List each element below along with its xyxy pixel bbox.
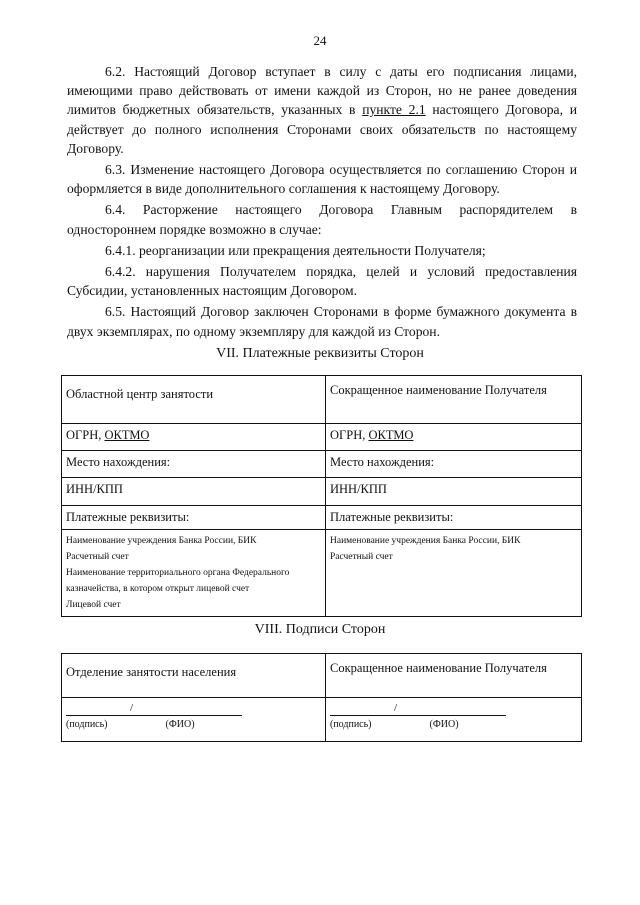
left-party-header: Областной центр занятости: [62, 376, 326, 424]
right-signer-header: Сокращенное наименование Получателя: [326, 654, 582, 698]
left-ogrn-oktmo: ОГРН, ОКТМО: [62, 424, 326, 451]
payment-details-table: [61, 375, 582, 617]
right-signature-line[interactable]: /: [330, 703, 506, 716]
page-number: 24: [313, 33, 327, 48]
paragraph-6-2: 6.2. Настоящий Договор вступает в силу с даты его подписания лицами, имеющими право действовать от имени каждой из Сторон, но не ранее доведения лимитов бюджетных обязательств, указанных в пункте 2.1 настоящего Договора, и действует до полного исполнения Сторонами своих обязательств по настоящему Договору.: [67, 64, 577, 156]
right-bank-line: Наименование учреждения Банка России, БИК: [330, 536, 521, 546]
left-signer-header: Отделение занятости населения: [62, 654, 326, 698]
left-bank-line: Наименование территориального органа Федерального казначейства, в котором открыт лицевой счет: [66, 568, 290, 594]
link-punkt-2-1[interactable]: пункте 2.1: [362, 102, 426, 118]
paragraph-6-4: 6.4. Расторжение настоящего Договора Главным распорядителем в одностороннем порядке возможно в случае:: [67, 202, 577, 237]
left-signature-line[interactable]: /: [66, 703, 242, 716]
section-8-title: VIII. Подписи Сторон: [254, 622, 386, 637]
paragraph-6-4-1: 6.4.1. реорганизации или прекращения деятельности Получателя;: [105, 242, 486, 258]
section-7-title: VII. Платежные реквизиты Сторон: [216, 346, 424, 361]
left-signature-cell: [62, 698, 326, 742]
left-bank-line: Расчетный счет: [66, 552, 129, 562]
right-party-header: Сокращенное наименование Получателя: [326, 376, 582, 424]
right-inn-kpp: ИНН/КПП: [326, 478, 582, 506]
left-payment-label: Платежные реквизиты:: [62, 506, 326, 530]
paragraph-6-5: 6.5. Настоящий Договор заключен Сторонами в форме бумажного документа в двух экземплярах, по одному экземпляру для каждой из Сторон.: [67, 304, 577, 339]
signatures-table: [61, 653, 582, 742]
right-signature-caption: (подпись) (ФИО): [330, 719, 459, 730]
left-location: Место нахождения:: [62, 451, 326, 478]
left-oktmo-link[interactable]: ОКТМО: [104, 428, 150, 442]
left-signature-caption: (подпись) (ФИО): [66, 719, 195, 730]
body-text: [67, 62, 577, 341]
paragraph-6-3: 6.3. Изменение настоящего Договора осуществляется по соглашению Сторон и оформляется в виде дополнительного соглашения к настоящему Договору.: [67, 162, 577, 197]
right-bank-details: [326, 530, 582, 617]
right-payment-label: Платежные реквизиты:: [326, 506, 582, 530]
left-bank-details: [62, 530, 326, 617]
right-signature-cell: [326, 698, 582, 742]
paragraph-6-4-2: 6.4.2. нарушения Получателем порядка, целей и условий предоставления Субсидии, установленных настоящим Договором.: [67, 264, 577, 299]
right-location: Место нахождения:: [326, 451, 582, 478]
left-bank-line: Наименование учреждения Банка России, БИК: [66, 536, 257, 546]
right-oktmo-link[interactable]: ОКТМО: [368, 428, 414, 442]
left-inn-kpp: ИНН/КПП: [62, 478, 326, 506]
right-ogrn-oktmo: ОГРН, ОКТМО: [326, 424, 582, 451]
left-bank-line: Лицевой счет: [66, 600, 121, 610]
right-bank-line: Расчетный счет: [330, 552, 393, 562]
